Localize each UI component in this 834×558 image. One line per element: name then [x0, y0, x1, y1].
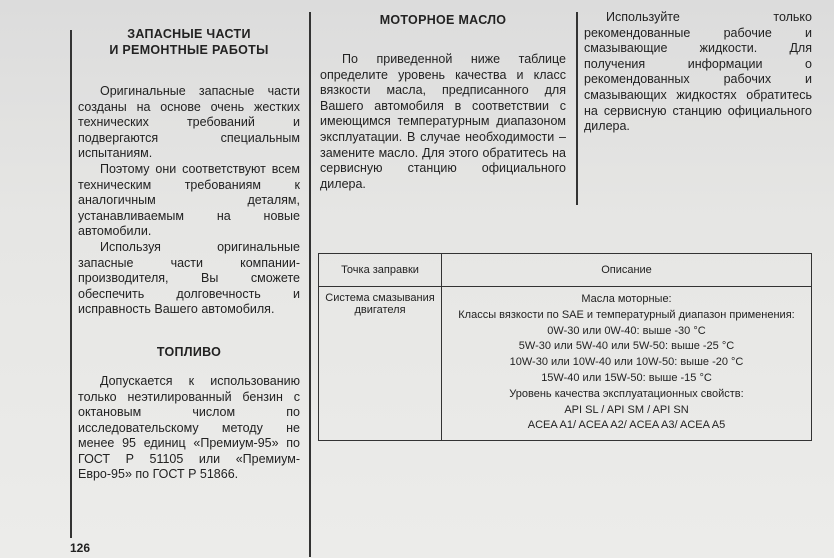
spare-parts-paragraph-2: Поэтому они соответствуют всем техническим требованиям к аналогичным деталям, устанавливаемым на новые автомобили.	[78, 161, 300, 239]
api-line: API SL / API SM / API SN	[564, 403, 689, 416]
header-description: Описание	[442, 254, 812, 287]
middle-column	[320, 12, 566, 192]
table-row	[319, 287, 812, 441]
engine-oil-text	[320, 52, 566, 192]
description-cell	[442, 287, 812, 441]
viscosity-line-5w: 5W-30 или 5W-40 или 5W-50: выше -25 °С	[518, 340, 735, 353]
fuel-heading: ТОПЛИВО	[156, 344, 222, 359]
spare-parts-paragraph-1: Оригинальные запасные части созданы на основе очень жестких технических требований и подвергаются специальным испытаниям.	[78, 84, 300, 161]
fill-point-cell: Система смазывания двигателя	[319, 287, 442, 441]
left-margin-rule	[70, 30, 72, 538]
spare-parts-heading-line1: ЗАПАСНЫЕ ЧАСТИ	[127, 27, 251, 41]
viscosity-line-15w: 15W-40 или 15W-50: выше -15 °С	[541, 371, 712, 384]
spare-parts-paragraph-3: Используя оригинальные запасные части компании-производителя, Вы сможете обеспечить долговечность и исправность Вашего автомобиля.	[78, 239, 300, 317]
viscosity-line-0w: 0W-30 или 0W-40: выше -30 °С	[547, 324, 706, 337]
quality-title-line: Уровень качества эксплуатационных свойств:	[509, 387, 744, 400]
engine-oil-paragraph: По приведенной ниже таблице определите уровень качества и класс вязкости масла, предписанного для Вашего автомобиля в соответствии с имеющимся температурным диапазоном эксплуатации. В случае необходимости – замените масло. Для этого обратитесь на сервисную станцию официального дилера.	[320, 52, 566, 191]
right-column	[584, 10, 812, 135]
middle-column-rule	[576, 12, 578, 205]
oil-type-line: Масла моторные:	[581, 293, 672, 305]
left-column-rule	[309, 12, 311, 557]
page-number: 126	[70, 541, 91, 555]
table-header-row	[319, 254, 812, 287]
viscosity-title-line: Классы вязкости по SAE и температурный диапазон применения:	[458, 308, 795, 321]
spare-parts-text	[78, 84, 300, 318]
fuel-paragraph: Допускается к использованию только неэтилированный бензин с октановым числом по исследовательскому методу не менее 95 единиц «Премиум-95» по ГОСТ Р 51105 или «Премиум-Евро-95» по ГОСТ Р 51866.	[78, 373, 300, 482]
acea-line: ACEA A1/ ACEA A2/ ACEA A3/ ACEA A5	[527, 419, 726, 432]
viscosity-line-10w: 10W-30 или 10W-40 или 10W-50: выше -20 °С	[509, 356, 744, 369]
fluids-paragraph: Используйте только рекомендованные рабочие и смазывающие жидкости. Для получения информации о рекомендованных рабочих и смазывающих жидкостях обратитесь на сервисную станцию официального дилера.	[584, 10, 812, 134]
left-column	[78, 26, 300, 483]
fuel-text	[78, 374, 300, 483]
engine-oil-heading: МОТОРНОЕ МАСЛО	[379, 13, 507, 27]
spare-parts-heading	[78, 26, 300, 58]
spare-parts-heading-line2: И РЕМОНТНЫЕ РАБОТЫ	[109, 43, 269, 57]
header-fill-point: Точка заправки	[319, 254, 442, 287]
oil-spec-table	[318, 253, 812, 441]
